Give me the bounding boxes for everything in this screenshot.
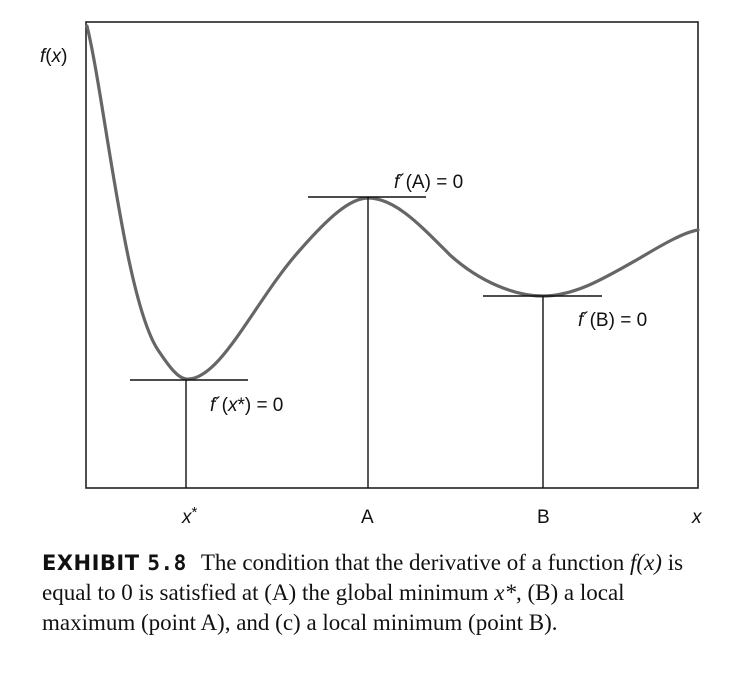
caption-label (42, 551, 187, 575)
plot-frame (86, 22, 698, 488)
caption-label-word: EXHIBIT (42, 551, 140, 575)
caption-text-3: , (B) a local maximum (point A), and (c) a local minimum (point B). (42, 580, 625, 635)
y-axis-label: f(x) (40, 46, 68, 67)
caption-label-number: 5.8 (147, 551, 187, 575)
caption-fx: f(x) (630, 550, 662, 575)
annotation-min-b: f´(B) = 0 (578, 310, 648, 331)
caption-text-1: The condition that the derivative of a function (200, 550, 631, 575)
x-tick-b: B (537, 507, 550, 528)
caption-text-2: is equal to 0 is satisfied at (A) the global minimum (42, 550, 684, 605)
annotation-min-xstar: f´(x*) = 0 (210, 395, 284, 416)
x-tick-a: A (361, 507, 374, 528)
figure-caption (42, 548, 702, 638)
x-axis-label: x (692, 507, 702, 528)
annotation-max-a: f´(A) = 0 (394, 172, 464, 193)
x-tick-xstar: x* (182, 504, 198, 528)
caption-xstar: x* (494, 580, 516, 605)
